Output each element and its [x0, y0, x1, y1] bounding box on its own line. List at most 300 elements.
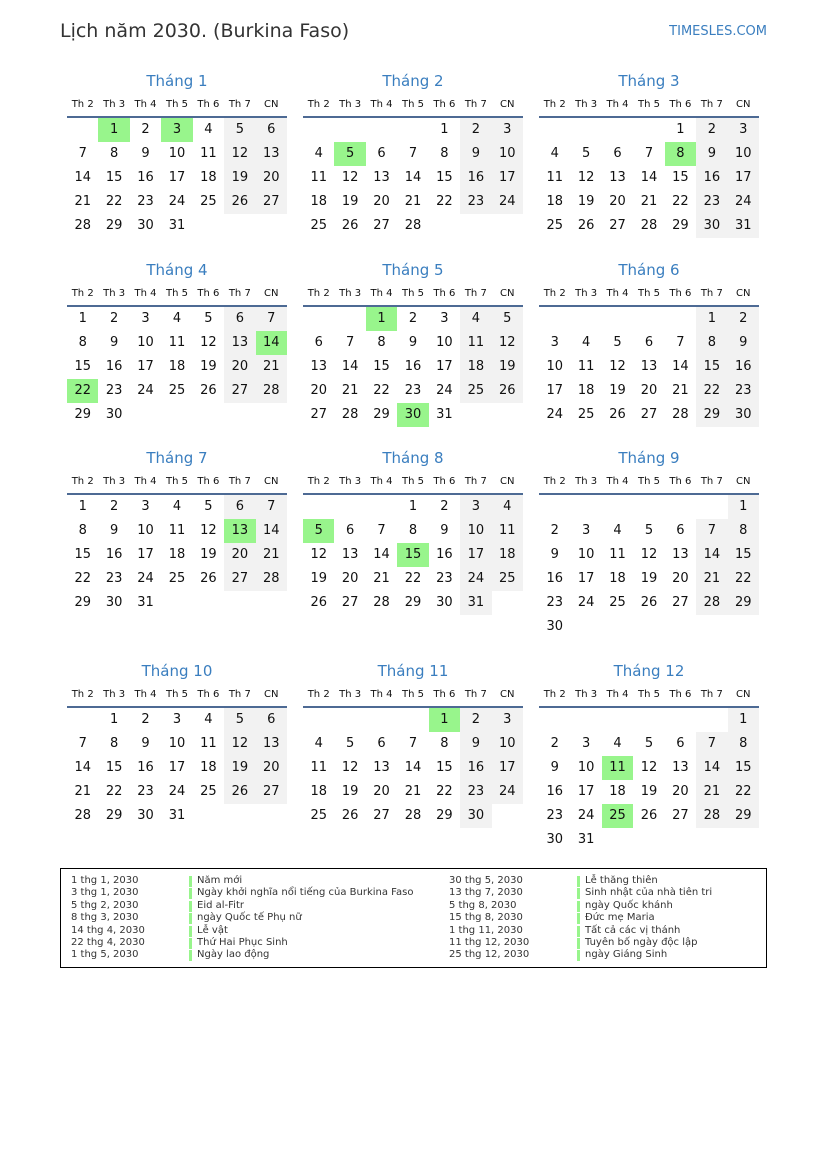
- day-cell: 7: [408, 146, 418, 161]
- day-cell: 15: [728, 543, 759, 567]
- legend-marker-icon: [577, 888, 580, 899]
- day-cell: 11: [168, 523, 186, 538]
- legend-date: 11 thg 12, 2030: [449, 937, 530, 948]
- day-cell: 25: [168, 383, 186, 398]
- day-cell: 4: [550, 146, 559, 161]
- month-title: Tháng 5: [382, 261, 444, 279]
- weekday-label: Th 7: [700, 288, 723, 299]
- day-cell: 10: [492, 732, 523, 756]
- day-cell: 9: [696, 142, 727, 166]
- day-grid: [539, 495, 759, 639]
- weekday-label: Th 4: [134, 689, 157, 700]
- day-cell: 1: [728, 495, 759, 519]
- day-cell: 18: [168, 547, 186, 562]
- weekday-label: Th 6: [433, 689, 456, 700]
- legend-holiday-name: Ngày khởi nghĩa nổi tiếng của Burkina Faso: [197, 887, 414, 899]
- empty-cell: [602, 495, 633, 519]
- day-cell: 4: [314, 736, 323, 751]
- day-cell: 22: [404, 571, 422, 586]
- day-cell: 23: [137, 194, 154, 209]
- day-cell: 2: [141, 122, 150, 137]
- day-cell: 25: [310, 218, 327, 233]
- day-cell: 21: [74, 194, 91, 209]
- day-cell: 12: [640, 760, 658, 775]
- weekday-label: Th 2: [71, 689, 94, 700]
- weekday-label: Th 4: [370, 99, 393, 110]
- day-cell: 15: [728, 756, 759, 780]
- day-grid: [303, 708, 523, 828]
- weekday-label: Th 6: [669, 689, 692, 700]
- day-cell: 12: [640, 547, 658, 562]
- day-cell: 26: [341, 808, 359, 823]
- day-cell: 19: [341, 194, 359, 209]
- weekday-label: Th 4: [370, 689, 393, 700]
- weekday-label: Th 2: [543, 689, 566, 700]
- day-cell: 19: [224, 756, 255, 780]
- day-cell: 3: [440, 311, 449, 326]
- day-cell: 9: [440, 523, 449, 538]
- weekday-label: Th 5: [165, 689, 188, 700]
- day-cell: 5: [644, 736, 654, 751]
- day-cell: 23: [460, 190, 491, 214]
- month-3: [539, 70, 759, 238]
- legend-date: 25 thg 12, 2030: [449, 949, 530, 961]
- day-cell: 6: [613, 146, 622, 161]
- day-cell: 7: [377, 523, 386, 538]
- day-cell: 28: [74, 808, 91, 823]
- day-cell: 24: [577, 595, 595, 610]
- legend-holiday-name: Tất cả các vị thánh: [585, 924, 681, 936]
- empty-cell: [67, 118, 98, 142]
- day-cell: 2: [408, 311, 418, 326]
- holiday-day-cell: 5: [334, 142, 365, 166]
- day-cell: 26: [200, 571, 217, 586]
- month-2: [303, 70, 523, 238]
- day-cell: 22: [672, 194, 689, 209]
- day-cell: 4: [204, 712, 213, 727]
- holiday-day-cell: 8: [665, 142, 696, 166]
- legend-date: 3 thg 1, 2030: [71, 887, 139, 899]
- weekday-label: CN: [736, 288, 751, 299]
- weekday-header: [539, 684, 759, 708]
- weekday-label: Th 4: [370, 476, 393, 487]
- day-cell: 9: [109, 335, 119, 350]
- day-cell: 2: [440, 499, 449, 514]
- weekday-header: [539, 471, 759, 495]
- day-cell: 20: [224, 355, 255, 379]
- legend-date: 1 thg 1, 2030: [71, 875, 139, 886]
- weekday-label: Th 7: [228, 689, 251, 700]
- legend-holiday-name: ngày Giáng Sinh: [585, 949, 668, 961]
- day-cell: 10: [577, 760, 595, 775]
- day-cell: 15: [373, 359, 390, 374]
- day-cell: 1: [676, 122, 685, 137]
- weekday-label: Th 5: [637, 689, 660, 700]
- day-cell: 13: [373, 760, 390, 775]
- day-cell: 21: [696, 567, 727, 591]
- day-cell: 11: [460, 331, 491, 355]
- day-cell: 4: [492, 495, 523, 519]
- weekday-label: Th 3: [339, 689, 362, 700]
- day-cell: 27: [310, 407, 327, 422]
- day-cell: 13: [256, 142, 287, 166]
- day-cell: 13: [224, 331, 255, 355]
- day-cell: 18: [460, 355, 491, 379]
- day-cell: 13: [672, 760, 689, 775]
- day-grid: [303, 118, 523, 238]
- weekday-label: Th 2: [71, 476, 94, 487]
- day-cell: 29: [728, 591, 759, 615]
- day-cell: 12: [224, 142, 255, 166]
- weekday-header: [539, 283, 759, 307]
- day-cell: 22: [696, 379, 727, 403]
- legend-date: 22 thg 4, 2030: [71, 937, 145, 948]
- legend-holiday-name: Năm mới: [197, 875, 243, 886]
- day-cell: 17: [436, 359, 453, 374]
- legend-holiday-name: ngày Quốc khánh: [585, 899, 673, 911]
- holiday-day-cell: 15: [397, 543, 428, 567]
- weekday-label: Th 7: [228, 476, 251, 487]
- weekday-header: [303, 283, 523, 307]
- day-cell: 13: [373, 170, 390, 185]
- holiday-day-cell: 1: [98, 118, 129, 142]
- day-cell: 25: [310, 808, 327, 823]
- day-cell: 3: [728, 118, 759, 142]
- empty-cell: [665, 495, 696, 519]
- day-cell: 3: [492, 708, 523, 732]
- day-cell: 14: [640, 170, 658, 185]
- holiday-day-cell: 14: [256, 331, 287, 355]
- day-cell: 4: [172, 311, 182, 326]
- day-cell: 2: [141, 712, 150, 727]
- legend-marker-icon: [189, 926, 192, 937]
- day-cell: 14: [696, 756, 727, 780]
- day-cell: 17: [168, 760, 186, 775]
- weekday-label: Th 3: [339, 288, 362, 299]
- day-cell: 21: [256, 543, 287, 567]
- weekday-label: Th 6: [669, 476, 692, 487]
- day-grid: [539, 118, 759, 238]
- day-cell: 9: [460, 142, 491, 166]
- day-cell: 14: [341, 359, 359, 374]
- day-cell: 3: [172, 712, 182, 727]
- empty-cell: [334, 307, 365, 331]
- day-cell: 12: [341, 760, 359, 775]
- day-cell: 1: [408, 499, 418, 514]
- holiday-day-cell: 1: [366, 307, 397, 331]
- day-cell: 20: [672, 784, 689, 799]
- holiday-day-cell: 1: [429, 708, 460, 732]
- day-cell: 6: [314, 335, 323, 350]
- day-cell: 19: [640, 571, 658, 586]
- day-cell: 19: [310, 571, 327, 586]
- weekday-label: Th 7: [700, 99, 723, 110]
- weekday-label: Th 7: [228, 288, 251, 299]
- day-cell: 5: [204, 311, 213, 326]
- day-cell: 25: [492, 567, 523, 591]
- month-title: Tháng 11: [377, 662, 449, 680]
- day-cell: 20: [640, 383, 658, 398]
- day-cell: 20: [256, 166, 287, 190]
- holiday-day-cell: 22: [67, 379, 98, 403]
- day-cell: 14: [74, 170, 91, 185]
- day-cell: 9: [550, 760, 559, 775]
- day-cell: 10: [168, 736, 186, 751]
- day-cell: 31: [577, 832, 595, 847]
- legend-holiday-name: Eid al-Fitr: [197, 899, 244, 911]
- day-cell: 16: [546, 784, 563, 799]
- weekday-label: Th 7: [228, 99, 251, 110]
- day-cell: 16: [137, 170, 154, 185]
- day-cell: 16: [105, 359, 123, 374]
- weekday-label: Th 6: [669, 99, 692, 110]
- day-cell: 4: [204, 122, 213, 137]
- day-cell: 2: [460, 118, 491, 142]
- day-cell: 19: [577, 194, 595, 209]
- weekday-label: Th 5: [165, 99, 188, 110]
- weekday-label: Th 4: [606, 476, 629, 487]
- day-cell: 8: [78, 335, 87, 350]
- weekday-label: Th 3: [575, 689, 598, 700]
- day-cell: 21: [256, 355, 287, 379]
- day-cell: 11: [492, 519, 523, 543]
- day-cell: 7: [78, 146, 87, 161]
- day-cell: 30: [728, 403, 759, 427]
- empty-cell: [303, 307, 334, 331]
- weekday-label: Th 3: [103, 689, 126, 700]
- weekday-label: Th 5: [165, 288, 188, 299]
- day-cell: 8: [728, 732, 759, 756]
- day-cell: 22: [105, 784, 123, 799]
- day-cell: 27: [640, 407, 658, 422]
- day-cell: 17: [546, 383, 563, 398]
- day-cell: 27: [672, 808, 689, 823]
- day-cell: 20: [373, 784, 390, 799]
- empty-cell: [303, 708, 334, 732]
- day-cell: 19: [492, 355, 523, 379]
- day-cell: 26: [609, 407, 626, 422]
- day-cell: 12: [609, 359, 626, 374]
- day-cell: 28: [74, 218, 91, 233]
- day-cell: 24: [728, 190, 759, 214]
- day-cell: 9: [728, 331, 759, 355]
- day-cell: 19: [640, 784, 658, 799]
- weekday-label: Th 7: [464, 689, 487, 700]
- empty-cell: [366, 708, 397, 732]
- day-cell: 27: [224, 567, 255, 591]
- month-7: [67, 447, 287, 615]
- day-cell: 29: [728, 804, 759, 828]
- day-cell: 28: [640, 218, 658, 233]
- day-cell: 22: [728, 780, 759, 804]
- day-cell: 31: [168, 218, 186, 233]
- weekday-label: CN: [264, 476, 279, 487]
- legend-marker-icon: [189, 888, 192, 899]
- day-cell: 20: [672, 571, 689, 586]
- day-cell: 10: [546, 359, 563, 374]
- day-cell: 28: [672, 407, 689, 422]
- legend-date: 13 thg 7, 2030: [449, 887, 523, 899]
- day-grid: [67, 708, 287, 828]
- day-cell: 25: [460, 379, 491, 403]
- month-5: [303, 259, 523, 427]
- day-cell: 12: [577, 170, 595, 185]
- day-cell: 8: [109, 146, 119, 161]
- day-cell: 20: [373, 194, 390, 209]
- day-cell: 11: [168, 335, 186, 350]
- day-cell: 16: [404, 359, 422, 374]
- day-cell: 27: [256, 190, 287, 214]
- day-cell: 6: [345, 523, 355, 538]
- day-cell: 9: [141, 736, 150, 751]
- weekday-label: CN: [264, 689, 279, 700]
- weekday-label: CN: [500, 99, 515, 110]
- holiday-legend: [60, 868, 767, 968]
- day-cell: 26: [224, 190, 255, 214]
- day-cell: 4: [613, 523, 622, 538]
- day-cell: 1: [440, 122, 449, 137]
- day-cell: 31: [460, 591, 491, 615]
- legend-marker-icon: [577, 913, 580, 924]
- day-cell: 9: [460, 732, 491, 756]
- empty-cell: [334, 708, 365, 732]
- weekday-label: CN: [736, 689, 751, 700]
- day-cell: 20: [256, 756, 287, 780]
- day-cell: 13: [672, 547, 689, 562]
- day-grid: [303, 307, 523, 427]
- day-cell: 8: [109, 736, 119, 751]
- day-cell: 17: [492, 756, 523, 780]
- month-title: Tháng 3: [618, 72, 680, 90]
- day-cell: 4: [581, 335, 591, 350]
- day-cell: 26: [310, 595, 327, 610]
- day-cell: 18: [609, 784, 626, 799]
- legend-marker-icon: [577, 938, 580, 949]
- weekday-label: Th 6: [197, 689, 220, 700]
- day-grid: [67, 118, 287, 238]
- empty-cell: [633, 118, 664, 142]
- day-cell: 22: [373, 383, 390, 398]
- day-cell: 16: [546, 571, 563, 586]
- day-cell: 1: [78, 311, 87, 326]
- weekday-label: Th 6: [433, 288, 456, 299]
- day-cell: 2: [109, 311, 119, 326]
- day-cell: 13: [310, 359, 327, 374]
- day-cell: 22: [105, 194, 123, 209]
- day-cell: 31: [728, 214, 759, 238]
- weekday-label: Th 2: [307, 99, 330, 110]
- page-title: Lịch năm 2030. (Burkina Faso): [60, 20, 350, 42]
- day-cell: 5: [224, 708, 255, 732]
- day-cell: 19: [609, 383, 626, 398]
- weekday-label: Th 6: [433, 476, 456, 487]
- day-cell: 11: [200, 736, 217, 751]
- day-cell: 30: [137, 218, 154, 233]
- day-cell: 21: [640, 194, 658, 209]
- day-cell: 7: [256, 495, 287, 519]
- day-cell: 31: [168, 808, 186, 823]
- weekday-label: Th 3: [575, 288, 598, 299]
- day-cell: 20: [310, 383, 327, 398]
- day-cell: 4: [460, 307, 491, 331]
- day-grid: [303, 495, 523, 615]
- weekday-label: Th 3: [575, 476, 598, 487]
- weekday-label: Th 6: [197, 99, 220, 110]
- empty-cell: [303, 495, 334, 519]
- day-cell: 28: [404, 808, 422, 823]
- weekday-label: CN: [736, 476, 751, 487]
- legend-holiday-name: Sinh nhật của nhà tiên tri: [585, 887, 713, 899]
- day-cell: 15: [436, 170, 453, 185]
- day-cell: 22: [436, 194, 453, 209]
- day-cell: 14: [256, 519, 287, 543]
- legend-holiday-name: Lễ vật: [197, 924, 228, 936]
- day-cell: 29: [672, 218, 689, 233]
- day-grid: [539, 708, 759, 852]
- empty-cell: [570, 118, 601, 142]
- day-cell: 8: [440, 146, 449, 161]
- day-cell: 28: [696, 804, 727, 828]
- month-title: Tháng 1: [146, 72, 208, 90]
- month-title: Tháng 8: [382, 449, 444, 467]
- month-4: [67, 259, 287, 427]
- day-grid: [539, 307, 759, 427]
- day-cell: 10: [492, 142, 523, 166]
- weekday-label: Th 3: [575, 99, 598, 110]
- month-title: Tháng 12: [613, 662, 685, 680]
- empty-cell: [397, 118, 428, 142]
- day-cell: 18: [577, 383, 595, 398]
- day-cell: 25: [200, 784, 217, 799]
- legend-date: 30 thg 5, 2030: [449, 875, 523, 886]
- day-cell: 24: [168, 784, 186, 799]
- day-cell: 15: [672, 170, 689, 185]
- day-cell: 14: [404, 170, 422, 185]
- day-cell: 29: [404, 595, 422, 610]
- weekday-label: Th 3: [103, 99, 126, 110]
- day-cell: 15: [74, 547, 91, 562]
- day-cell: 26: [341, 218, 359, 233]
- day-cell: 23: [696, 190, 727, 214]
- weekday-label: Th 6: [197, 476, 220, 487]
- day-cell: 11: [546, 170, 563, 185]
- weekday-label: Th 5: [401, 476, 424, 487]
- day-cell: 30: [696, 214, 727, 238]
- day-cell: 10: [460, 519, 491, 543]
- legend-holiday-name: Đức mẹ Maria: [585, 912, 655, 924]
- weekday-label: Th 7: [464, 476, 487, 487]
- day-cell: 24: [137, 383, 154, 398]
- brand-link[interactable]: TIMESLES.COM: [669, 24, 767, 39]
- month-title: Tháng 10: [141, 662, 213, 680]
- legend-date: 5 thg 8, 2030: [449, 899, 517, 911]
- day-cell: 7: [676, 335, 685, 350]
- day-cell: 24: [436, 383, 453, 398]
- day-cell: 24: [492, 780, 523, 804]
- weekday-label: CN: [500, 476, 515, 487]
- day-cell: 18: [200, 760, 217, 775]
- day-cell: 6: [256, 708, 287, 732]
- day-cell: 26: [224, 780, 255, 804]
- day-cell: 12: [492, 331, 523, 355]
- month-6: [539, 259, 759, 427]
- day-cell: 22: [74, 571, 91, 586]
- day-cell: 18: [310, 784, 327, 799]
- weekday-header: [303, 471, 523, 495]
- empty-cell: [633, 307, 664, 331]
- day-cell: 1: [109, 712, 119, 727]
- legend-date: 5 thg 2, 2030: [71, 899, 139, 911]
